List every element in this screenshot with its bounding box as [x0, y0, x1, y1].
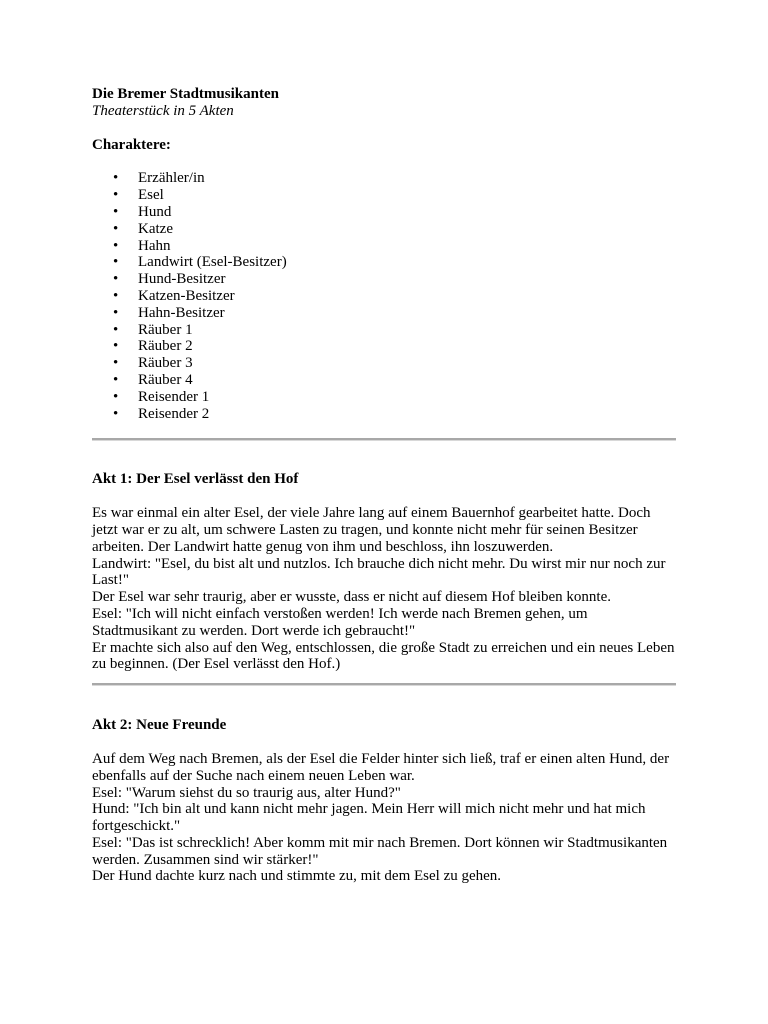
act1-heading: Akt 1: Der Esel verlässt den Hof: [92, 471, 299, 488]
character-item: • Hund: [92, 204, 676, 221]
characters-list: [92, 170, 676, 422]
character-item: • Reisender 1: [92, 389, 676, 406]
act2-paragraph: Esel: "Warum siehst du so traurig aus, alter Hund?": [92, 784, 401, 801]
act1-paragraph: Er machte sich also auf den Weg, entschlossen, die große Stadt zu erreichen und ein neues Leben zu beginnen. (Der Esel verlässt den Hof.): [92, 639, 675, 673]
character-item: • Hahn: [92, 238, 676, 255]
character-item: • Räuber 1: [92, 322, 676, 339]
characters-heading: Charaktere:: [92, 136, 171, 153]
document-title: Die Bremer Stadtmusikanten: [92, 86, 279, 102]
act2-paragraph: Auf dem Weg nach Bremen, als der Esel die Felder hinter sich ließ, traf er einen alten Hund, der ebenfalls auf der Suche nach einem neuen Leben war.: [92, 750, 670, 784]
character-item: • Katzen-Besitzer: [92, 288, 676, 305]
character-item: • Räuber 4: [92, 372, 676, 389]
character-item: • Reisender 2: [92, 406, 676, 423]
character-item: • Katze: [92, 221, 676, 238]
act1-paragraph: Landwirt: "Esel, du bist alt und nutzlos. Ich brauche dich nicht mehr. Du wirst mir nur noch zur Last!": [92, 555, 666, 589]
act1-paragraph: Esel: "Ich will nicht einfach verstoßen werden! Ich werde nach Bremen gehen, um Stadtmusikant zu werden. Dort werde ich gebraucht!": [92, 605, 588, 639]
character-item: • Esel: [92, 187, 676, 204]
act1-paragraph: Es war einmal ein alter Esel, der viele Jahre lang auf einem Bauernhof gearbeitet hatte. Doch jetzt war er zu alt, um schwere Lasten zu tragen, und konnte nicht mehr für seinen Besitzer arbeiten. Der Landwirt hatte genug von ihm und beschloss, ihn loszuwerden.: [92, 505, 651, 555]
character-item: • Hund-Besitzer: [92, 271, 676, 288]
act1-paragraph: Der Esel war sehr traurig, aber er wusste, dass er nicht auf diesem Hof bleiben konnte.: [92, 589, 611, 606]
character-item: • Räuber 3: [92, 355, 676, 372]
act2-paragraph: Esel: "Das ist schrecklich! Aber komm mit mir nach Bremen. Dort können wir Stadtmusikanten werden. Zusammen sind wir stärker!": [92, 834, 668, 868]
character-item: • Hahn-Besitzer: [92, 305, 676, 322]
act1-body: [92, 505, 676, 673]
act2-heading: Akt 2: Neue Freunde: [92, 717, 227, 734]
document-subtitle: Theaterstück in 5 Akten: [92, 102, 234, 119]
act2-paragraph: Der Hund dachte kurz nach und stimmte zu, mit dem Esel zu gehen.: [92, 868, 502, 885]
character-item: • Landwirt (Esel-Besitzer): [92, 254, 676, 271]
character-item: • Räuber 2: [92, 338, 676, 355]
act2-paragraph: Hund: "Ich bin alt und kann nicht mehr jagen. Mein Herr will mich nicht mehr und hat mich fortgeschickt.": [92, 801, 646, 835]
character-item: • Erzähler/in: [92, 170, 676, 187]
act2-body: [92, 751, 676, 885]
